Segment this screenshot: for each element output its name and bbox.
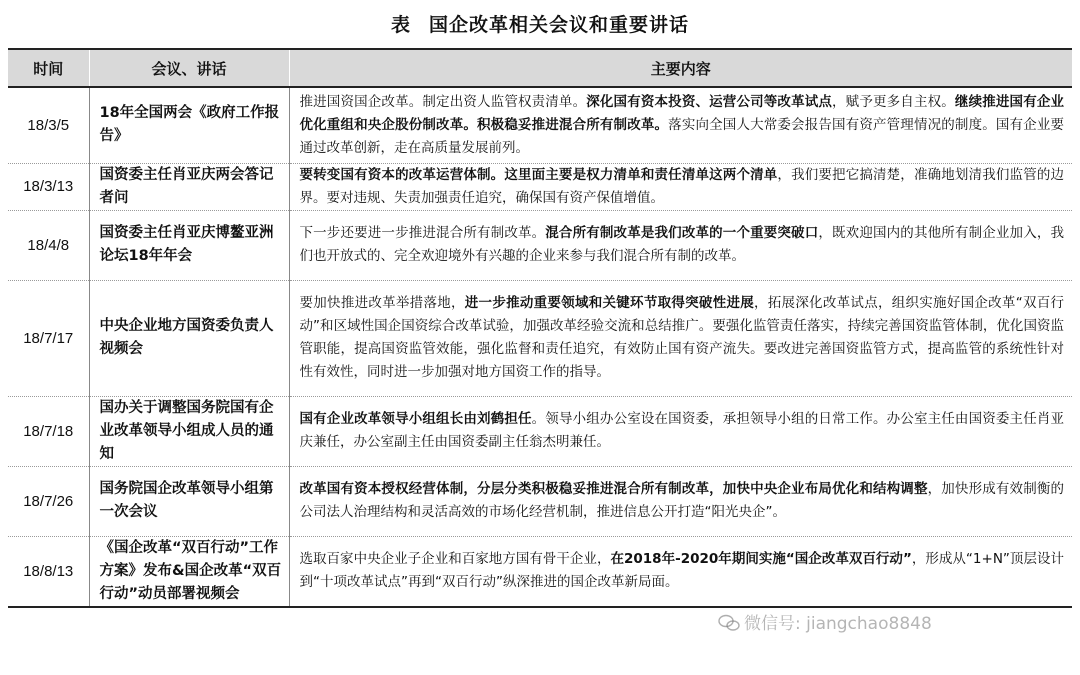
row-meeting: 《国企改革“双百行动”工作方案》发布&国企改革“双百行动”动员部署视频会 — [89, 536, 289, 607]
row-content — [289, 536, 1072, 607]
table-row — [8, 466, 1072, 536]
row-date: 18/7/18 — [8, 396, 89, 466]
row-date: 18/7/26 — [8, 466, 89, 536]
content-highlight: 深化国有资本投资、运营公司等改革试点 — [586, 93, 833, 110]
table-title-text: 国企改革相关会议和重要讲话 — [429, 14, 690, 36]
row-content — [289, 396, 1072, 466]
table-row — [8, 210, 1072, 280]
header-content: 主要内容 — [289, 49, 1072, 87]
row-date: 18/3/13 — [8, 163, 89, 210]
table-title-prefix: 表 — [390, 14, 411, 36]
table-title — [0, 10, 1080, 37]
table-row — [8, 280, 1072, 396]
table-header-row — [8, 49, 1072, 87]
content-text: 选取百家中央企业子企业和百家地方国有骨干企业， — [299, 551, 611, 567]
row-meeting: 国务院国企改革领导小组第一次会议 — [89, 466, 289, 536]
row-meeting: 国办关于调整国务院国有企业改革领导小组成人员的通知 — [89, 396, 289, 466]
table-row — [8, 536, 1072, 607]
row-date: 18/7/17 — [8, 280, 89, 396]
watermark-text: 微信号: jiangchao8848 — [744, 614, 932, 634]
reform-meetings-table — [8, 48, 1072, 608]
content-text: 落实向全国人大常委会报告国有资产管理情况的制度。国有企业要通过改革创新，走在高质量发展前列。 — [299, 116, 1064, 156]
content-highlight: 继续推进国有企业优化重组和央企股份制改革。积极稳妥推进混合所有制改革。 — [299, 93, 1065, 133]
content-highlight: 进一步推动重要领域和关键环节取得突破性进展 — [464, 295, 755, 311]
content-text: ，加快形成有效制衡的公司法人治理结构和灵活高效的市场化经营机制，推进信息公开打造“阳光央企”。 — [299, 481, 1065, 520]
content-text: 推进国资国企改革。制定出资人监管权责清单。 — [299, 93, 587, 110]
row-content — [289, 87, 1072, 163]
content-text: ，既欢迎国内的其他所有制企业加入，我们也开放式的、完全欢迎境外有兴趣的企业来参与我们混合所有制的改革。 — [299, 225, 1065, 264]
content-text: ，拓展深化改革试点，组织实施好国企改革“双百行动”和区域性国企国资综合改革试验，加强改革经验交流和总结推广。要强化监管责任落实，持续完善国资监管体制，优化国资监管职能，提高国资监管效能，强化监督和责任追究，有效防止国有资产流失。要改进完善国资监管方式，提高监管的系统性针对性有效性，同时进一步加强对地方国资工作的指导。 — [299, 295, 1065, 380]
header-meeting: 会议、讲话 — [89, 49, 289, 87]
wechat-icon — [718, 614, 740, 632]
table-row — [8, 163, 1072, 210]
table-row — [8, 87, 1072, 163]
content-text: ，赋予更多自主权。 — [832, 93, 955, 110]
content-highlight: 国有企业改革领导小组组长由刘鹤担任 — [299, 411, 532, 427]
row-content — [289, 163, 1072, 210]
content-text: ，形成从“1+N”顶层设计到“十项改革试点”再到“双百行动”纵深推进的国企改革新局面。 — [299, 551, 1064, 590]
row-meeting: 国资委主任肖亚庆博鳌亚洲论坛18年年会 — [89, 210, 289, 280]
content-highlight: 要转变国有资本的改革运营体制。这里面主要是权力清单和责任清单这两个清单 — [299, 166, 778, 183]
content-text: 要加快推进改革举措落地， — [299, 295, 465, 311]
row-meeting: 中央企业地方国资委负责人视频会 — [89, 280, 289, 396]
row-content — [289, 280, 1072, 396]
row-meeting: 18年全国两会《政府工作报告》 — [89, 87, 289, 163]
content-highlight: 改革国有资本授权经营体制，分层分类积极稳妥推进混合所有制改革，加快中央企业布局优化和结构调整 — [299, 481, 928, 497]
watermark — [718, 609, 932, 634]
row-date: 18/3/5 — [8, 87, 89, 163]
content-highlight: 混合所有制改革是我们改革的一个重要突破口 — [545, 225, 819, 241]
row-content — [289, 210, 1072, 280]
row-date: 18/8/13 — [8, 536, 89, 607]
content-text: 。领导小组办公室设在国资委，承担领导小组的日常工作。办公室主任由国资委主任肖亚庆兼任，办公室副主任由国资委副主任翁杰明兼任。 — [299, 411, 1065, 450]
header-date: 时间 — [8, 49, 89, 87]
row-content — [289, 466, 1072, 536]
row-date: 18/4/8 — [8, 210, 89, 280]
content-highlight: 在2018年-2020年期间实施“国企改革双百行动” — [610, 551, 912, 567]
content-text: ，我们要把它搞清楚，准确地划清我们监管的边界。要对违规、失责加强责任追究，确保国有资产保值增值。 — [299, 166, 1065, 206]
content-text: 下一步还要进一步推进混合所有制改革。 — [299, 225, 546, 241]
table-row — [8, 396, 1072, 466]
row-meeting: 国资委主任肖亚庆两会答记者问 — [89, 163, 289, 210]
